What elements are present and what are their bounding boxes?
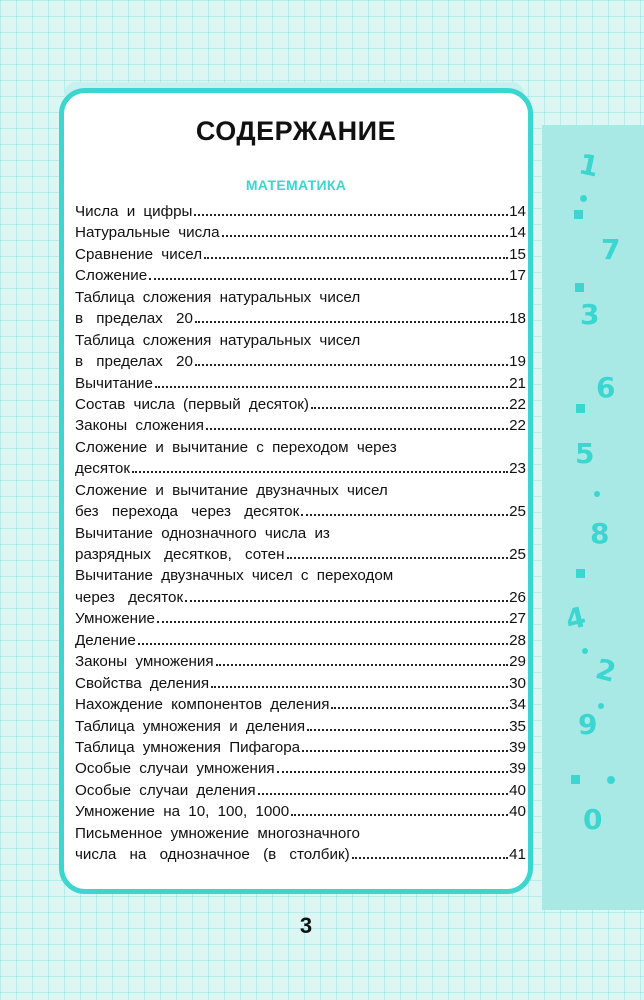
toc-entry-title: Письменное умножение многозначного bbox=[75, 824, 360, 842]
decor-digit: 4 bbox=[562, 600, 590, 637]
toc-entry-title: в пределах 20 bbox=[75, 310, 193, 328]
toc-entry-line bbox=[75, 523, 526, 544]
toc-page-number: 34 bbox=[509, 696, 526, 714]
toc-entry-title: Сложение и вычитание с переходом через bbox=[75, 438, 397, 456]
dot-leader bbox=[216, 664, 508, 666]
toc-page-number: 27 bbox=[509, 610, 526, 628]
dot-leader bbox=[155, 386, 508, 388]
section-heading: МАТЕМАТИКА bbox=[245, 177, 347, 193]
toc-entry-line bbox=[75, 587, 526, 608]
toc-page-number: 19 bbox=[509, 353, 526, 371]
toc-entry[interactable] bbox=[75, 716, 526, 737]
toc-entry[interactable] bbox=[75, 673, 526, 694]
dot-leader bbox=[206, 428, 508, 430]
toc-page-number: 14 bbox=[509, 203, 526, 220]
toc-page-number: 17 bbox=[509, 267, 526, 285]
toc-page-number: 26 bbox=[509, 588, 526, 606]
toc-entry[interactable] bbox=[75, 737, 526, 758]
toc-entry-line bbox=[75, 373, 526, 394]
toc-entry-line bbox=[75, 480, 526, 501]
toc-entry-title: Особые случаи деления bbox=[75, 781, 256, 799]
dot-leader bbox=[287, 557, 509, 559]
toc-page-number: 21 bbox=[509, 374, 526, 392]
toc-entry-title: Сложение и вычитание двузначных чисел bbox=[75, 481, 388, 499]
toc-page-number: 15 bbox=[509, 245, 526, 263]
decor-square bbox=[574, 210, 583, 219]
toc-page-number: 22 bbox=[509, 417, 526, 435]
toc-entry-title: десяток bbox=[75, 460, 131, 478]
toc-entry-line bbox=[75, 651, 526, 672]
toc-entry-title: Особые случаи умножения bbox=[75, 760, 275, 778]
dot-leader bbox=[307, 729, 508, 731]
toc-entry[interactable] bbox=[75, 330, 526, 373]
toc-entry[interactable] bbox=[75, 437, 526, 480]
toc-page-number: 30 bbox=[509, 674, 526, 692]
toc-entry-line bbox=[75, 608, 526, 629]
toc-page-number: 39 bbox=[509, 760, 526, 778]
dot-leader bbox=[138, 643, 508, 645]
toc-entry-line bbox=[75, 330, 526, 351]
decor-dot bbox=[594, 491, 600, 497]
toc-entry[interactable] bbox=[75, 415, 526, 436]
decor-digit: 7 bbox=[601, 233, 621, 266]
toc-page-number: 18 bbox=[509, 310, 526, 328]
dot-leader bbox=[149, 278, 508, 280]
decor-digit: 5 bbox=[575, 437, 595, 470]
toc-entry-title: Числа и цифры bbox=[75, 203, 193, 220]
toc-entry-title: Натуральные числа bbox=[75, 224, 220, 242]
toc-entry-line bbox=[75, 222, 526, 243]
decor-digit: 2 bbox=[592, 652, 620, 689]
toc-entry[interactable] bbox=[75, 201, 526, 222]
toc-entry-title: Таблица умножения Пифагора bbox=[75, 738, 301, 756]
toc-entry-line bbox=[75, 265, 526, 286]
toc-entry-line bbox=[75, 351, 526, 372]
dot-leader bbox=[204, 257, 508, 259]
toc-entry-line bbox=[75, 394, 526, 415]
toc-entry[interactable] bbox=[75, 244, 526, 265]
decor-square bbox=[576, 569, 585, 578]
toc-entry[interactable] bbox=[75, 758, 526, 779]
toc-entry[interactable] bbox=[75, 373, 526, 394]
dot-leader bbox=[352, 857, 508, 859]
toc-page-number: 40 bbox=[509, 803, 526, 821]
toc-entry-title: Вычитание однозначного числа из bbox=[75, 524, 330, 542]
toc-entry-line bbox=[75, 801, 526, 822]
dot-leader bbox=[291, 814, 508, 816]
decor-digit: 8 bbox=[590, 517, 610, 550]
toc-entry-title: Умножение bbox=[75, 610, 155, 628]
toc-entry-line bbox=[75, 501, 526, 522]
toc-entry-line bbox=[75, 716, 526, 737]
toc-entry[interactable] bbox=[75, 265, 526, 286]
toc-page-number: 39 bbox=[509, 738, 526, 756]
decor-square bbox=[571, 775, 580, 784]
dot-leader bbox=[277, 771, 508, 773]
decor-dot bbox=[582, 648, 588, 654]
page-title: СОДЕРЖАНИЕ bbox=[195, 116, 397, 146]
toc-entry-title: в пределах 20 bbox=[75, 353, 193, 371]
decor-digit: 1 bbox=[575, 147, 602, 184]
toc-entry[interactable] bbox=[75, 480, 526, 523]
toc-entry[interactable] bbox=[75, 287, 526, 330]
dot-leader bbox=[311, 407, 508, 409]
toc-entry-line bbox=[75, 673, 526, 694]
toc-entry[interactable] bbox=[75, 630, 526, 651]
toc-page-number: 28 bbox=[509, 631, 526, 649]
toc-page-number: 25 bbox=[509, 503, 526, 521]
dot-leader bbox=[157, 621, 508, 623]
decor-square bbox=[575, 283, 584, 292]
toc-entry-line bbox=[75, 780, 526, 801]
toc-entry-title: Законы сложения bbox=[75, 417, 205, 435]
toc-entry[interactable] bbox=[75, 780, 526, 801]
toc-entry-line bbox=[75, 630, 526, 651]
toc-entry-title: через десяток bbox=[75, 588, 184, 606]
toc-entry-line bbox=[75, 544, 526, 565]
table-of-contents bbox=[75, 201, 526, 866]
decor-digit: 3 bbox=[580, 298, 600, 331]
dot-leader bbox=[301, 514, 508, 516]
toc-page-number: 41 bbox=[509, 846, 526, 864]
toc-entry-line bbox=[75, 737, 526, 758]
dot-leader bbox=[222, 235, 509, 237]
dot-leader bbox=[195, 321, 508, 323]
decor-dot bbox=[598, 703, 604, 709]
toc-entry-line bbox=[75, 244, 526, 265]
toc-entry[interactable] bbox=[75, 222, 526, 243]
toc-entry-line bbox=[75, 437, 526, 458]
toc-entry[interactable] bbox=[75, 651, 526, 672]
toc-page-number: 29 bbox=[509, 653, 526, 671]
dot-leader bbox=[194, 214, 508, 216]
toc-entry-title: Состав числа (первый десяток) bbox=[75, 395, 309, 413]
toc-entry-title: Деление bbox=[75, 631, 136, 649]
toc-entry-title: Законы умножения bbox=[75, 653, 214, 671]
toc-entry-line bbox=[75, 565, 526, 586]
toc-page-number: 14 bbox=[509, 224, 526, 242]
toc-entry[interactable] bbox=[75, 523, 526, 566]
toc-entry[interactable] bbox=[75, 823, 526, 866]
toc-page-number: 22 bbox=[509, 395, 526, 413]
dot-leader bbox=[195, 364, 508, 366]
toc-entry-title: Таблица сложения натуральных чисел bbox=[75, 288, 361, 306]
dot-leader bbox=[185, 600, 508, 602]
decor-digit: 6 bbox=[596, 371, 616, 404]
toc-entry-line bbox=[75, 308, 526, 329]
toc-entry-line bbox=[75, 201, 526, 222]
decor-digit: 0 bbox=[583, 803, 603, 836]
dot-leader bbox=[211, 686, 508, 688]
decor-digit: 9 bbox=[578, 708, 598, 741]
toc-entry-title: без перехода через десяток bbox=[75, 503, 300, 521]
toc-page-number: 35 bbox=[509, 717, 526, 735]
toc-entry-line bbox=[75, 415, 526, 436]
toc-page-number: 40 bbox=[509, 781, 526, 799]
toc-entry-line bbox=[75, 694, 526, 715]
page-number: 3 bbox=[299, 913, 313, 938]
toc-entry-title: Вычитание bbox=[75, 374, 153, 392]
toc-entry-title: разрядных десятков, сотен bbox=[75, 546, 285, 563]
toc-entry-title: числа на однозначное (в столбик) bbox=[75, 846, 350, 864]
dot-leader bbox=[302, 750, 508, 752]
toc-entry[interactable] bbox=[75, 565, 526, 608]
toc-entry-line bbox=[75, 758, 526, 779]
decor-dot bbox=[607, 776, 615, 784]
decor-dot bbox=[580, 195, 587, 202]
toc-entry-title: Таблица умножения и деления bbox=[75, 717, 306, 735]
toc-entry-line bbox=[75, 823, 526, 844]
toc-entry-title: Сравнение чисел bbox=[75, 245, 203, 263]
toc-page-number: 23 bbox=[509, 460, 526, 478]
toc-entry[interactable] bbox=[75, 801, 526, 822]
toc-entry-title: Сложение bbox=[75, 267, 148, 285]
toc-entry-title: Свойства деления bbox=[75, 674, 210, 692]
toc-entry-line bbox=[75, 844, 526, 865]
toc-entry-line bbox=[75, 287, 526, 308]
toc-page-number: 25 bbox=[509, 546, 526, 563]
toc-entry[interactable] bbox=[75, 394, 526, 415]
toc-entry[interactable] bbox=[75, 608, 526, 629]
dot-leader bbox=[132, 471, 508, 473]
dot-leader bbox=[258, 793, 508, 795]
toc-entry[interactable] bbox=[75, 694, 526, 715]
toc-entry-title: Таблица сложения натуральных чисел bbox=[75, 331, 361, 349]
toc-entry-title: Нахождение компонентов деления bbox=[75, 696, 330, 714]
toc-entry-title: Вычитание двузначных чисел с переходом bbox=[75, 567, 394, 585]
decor-square bbox=[576, 404, 585, 413]
toc-entry-title: Умножение на 10, 100, 1000 bbox=[75, 803, 290, 821]
toc-entry-line bbox=[75, 458, 526, 479]
dot-leader bbox=[331, 707, 508, 709]
